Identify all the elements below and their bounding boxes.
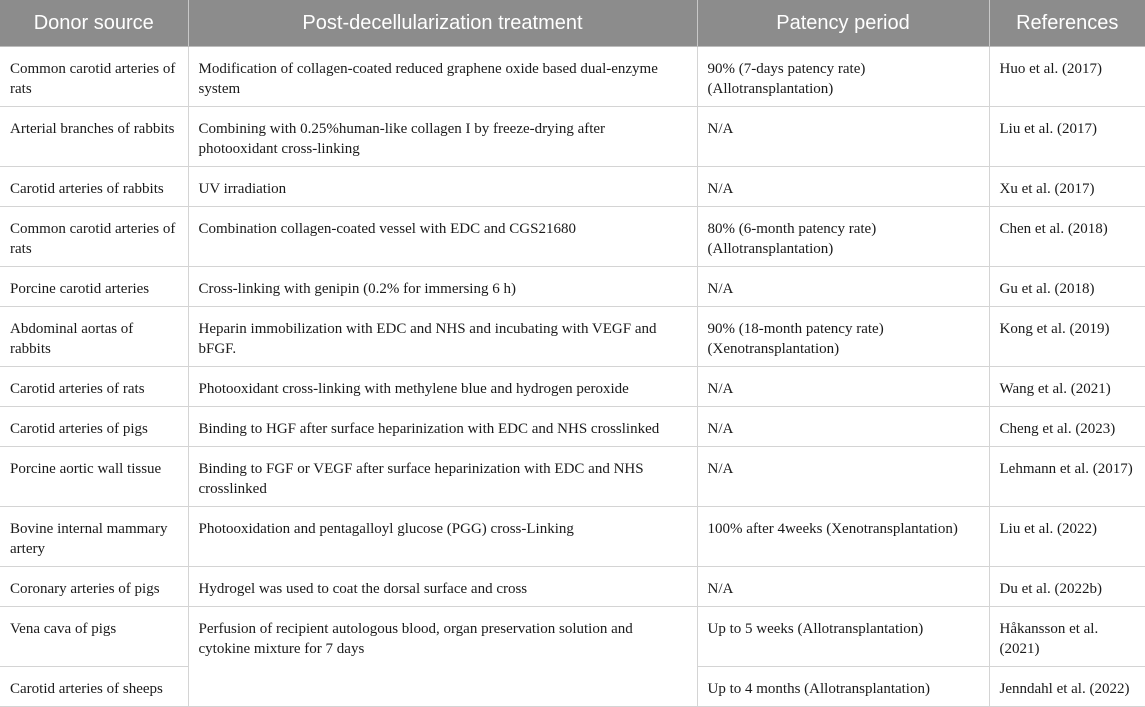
cell-reference: Liu et al. (2017) <box>989 107 1145 167</box>
header-patency-period: Patency period <box>697 0 989 47</box>
cell-reference: Du et al. (2022b) <box>989 567 1145 607</box>
table-row <box>0 507 1145 567</box>
cell-patency: 100% after 4weeks (Xenotransplantation) <box>697 507 989 567</box>
cell-patency: N/A <box>697 267 989 307</box>
cell-donor: Bovine internal mammary artery <box>0 507 188 567</box>
cell-treatment: Hydrogel was used to coat the dorsal surface and cross <box>188 567 697 607</box>
cell-donor: Porcine aortic wall tissue <box>0 447 188 507</box>
cell-patency: N/A <box>697 407 989 447</box>
cell-treatment: Photooxidant cross-linking with methylene blue and hydrogen peroxide <box>188 367 697 407</box>
cell-donor: Coronary arteries of pigs <box>0 567 188 607</box>
cell-treatment: UV irradiation <box>188 167 697 207</box>
cell-treatment: Cross-linking with genipin (0.2% for immersing 6 h) <box>188 267 697 307</box>
table-row <box>0 407 1145 447</box>
table-row <box>0 207 1145 267</box>
cell-treatment: Binding to FGF or VEGF after surface heparinization with EDC and NHS crosslinked <box>188 447 697 507</box>
cell-treatment: Binding to HGF after surface heparinization with EDC and NHS crosslinked <box>188 407 697 447</box>
cell-reference: Liu et al. (2022) <box>989 507 1145 567</box>
cell-donor: Porcine carotid arteries <box>0 267 188 307</box>
header-references: References <box>989 0 1145 47</box>
table-row <box>0 307 1145 367</box>
cell-reference: Gu et al. (2018) <box>989 267 1145 307</box>
table-row <box>0 107 1145 167</box>
cell-reference: Huo et al. (2017) <box>989 47 1145 107</box>
header-donor-source: Donor source <box>0 0 188 47</box>
table-header <box>0 0 1145 47</box>
cell-patency: 80% (6-month patency rate) (Allotransplantation) <box>697 207 989 267</box>
table-row <box>0 607 1145 667</box>
cell-patency: 90% (7-days patency rate) (Allotransplantation) <box>697 47 989 107</box>
cell-patency: N/A <box>697 167 989 207</box>
table-row <box>0 167 1145 207</box>
cell-reference: Kong et al. (2019) <box>989 307 1145 367</box>
cell-patency: N/A <box>697 567 989 607</box>
cell-patency: N/A <box>697 367 989 407</box>
table-body <box>0 47 1145 707</box>
table-row <box>0 47 1145 107</box>
header-row <box>0 0 1145 47</box>
cell-patency: 90% (18-month patency rate) (Xenotransplantation) <box>697 307 989 367</box>
cell-donor: Carotid arteries of pigs <box>0 407 188 447</box>
cell-reference: Lehmann et al. (2017) <box>989 447 1145 507</box>
cell-treatment: Combining with 0.25%human-like collagen I by freeze-drying after photooxidant cross-linking <box>188 107 697 167</box>
cell-treatment: Perfusion of recipient autologous blood, organ preservation solution and cytokine mixture for 7 days <box>188 607 697 707</box>
cell-donor: Carotid arteries of rabbits <box>0 167 188 207</box>
cell-reference: Håkansson et al. (2021) <box>989 607 1145 667</box>
cell-reference: Xu et al. (2017) <box>989 167 1145 207</box>
table-row <box>0 567 1145 607</box>
cell-donor: Common carotid arteries of rats <box>0 207 188 267</box>
cell-reference: Wang et al. (2021) <box>989 367 1145 407</box>
cell-patency: Up to 5 weeks (Allotransplantation) <box>697 607 989 667</box>
cell-donor: Vena cava of pigs <box>0 607 188 667</box>
cell-donor: Carotid arteries of sheeps <box>0 667 188 707</box>
cell-treatment: Photooxidation and pentagalloyl glucose (PGG) cross-Linking <box>188 507 697 567</box>
cell-treatment: Heparin immobilization with EDC and NHS and incubating with VEGF and bFGF. <box>188 307 697 367</box>
cell-donor: Carotid arteries of rats <box>0 367 188 407</box>
cell-treatment: Modification of collagen-coated reduced graphene oxide based dual-enzyme system <box>188 47 697 107</box>
cell-patency: N/A <box>697 107 989 167</box>
cell-donor: Common carotid arteries of rats <box>0 47 188 107</box>
cell-donor: Abdominal aortas of rabbits <box>0 307 188 367</box>
cell-reference: Chen et al. (2018) <box>989 207 1145 267</box>
cell-treatment: Combination collagen-coated vessel with EDC and CGS21680 <box>188 207 697 267</box>
header-treatment: Post-decellularization treatment <box>188 0 697 47</box>
table-row <box>0 267 1145 307</box>
cell-reference: Jenndahl et al. (2022) <box>989 667 1145 707</box>
cell-donor: Arterial branches of rabbits <box>0 107 188 167</box>
table-row <box>0 447 1145 507</box>
cell-reference: Cheng et al. (2023) <box>989 407 1145 447</box>
cell-patency: N/A <box>697 447 989 507</box>
table-row <box>0 367 1145 407</box>
cell-patency: Up to 4 months (Allotransplantation) <box>697 667 989 707</box>
